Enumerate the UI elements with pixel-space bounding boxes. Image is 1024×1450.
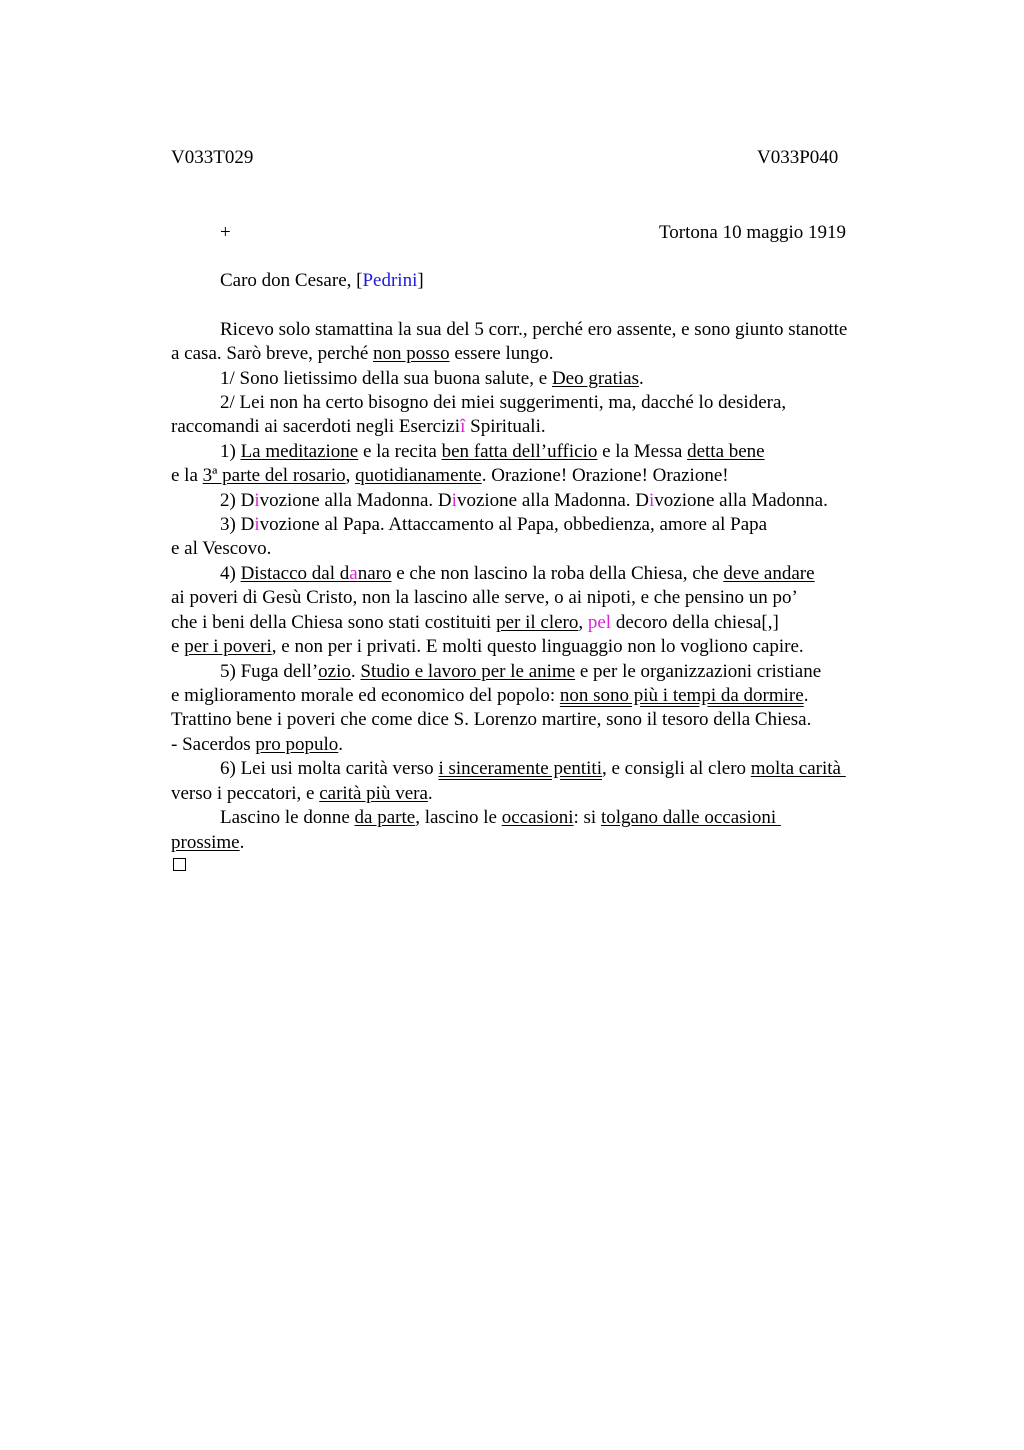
text-run: a casa. Sarò breve, perché bbox=[171, 343, 374, 364]
editor-correction: î bbox=[460, 416, 466, 437]
text-run: e la recita bbox=[358, 441, 442, 462]
text-run: , bbox=[578, 612, 588, 633]
underlined-text: Deo gratias bbox=[551, 368, 639, 389]
body-line bbox=[171, 611, 779, 635]
text-run: . bbox=[239, 832, 245, 853]
editor-correction: a bbox=[349, 563, 358, 584]
text-run: naro bbox=[357, 563, 392, 584]
underlined-text: per il clero bbox=[496, 612, 579, 633]
text-run: vozione al Papa. Attaccamento al Papa, obbedienza, amore al Papa bbox=[259, 514, 768, 535]
text-run: , bbox=[345, 465, 356, 486]
text-run: e che non lascino la roba della Chiesa, che bbox=[391, 563, 724, 584]
text-run: 3) D bbox=[220, 514, 255, 535]
underlined-text bbox=[241, 563, 392, 584]
text-run: 1) bbox=[220, 441, 241, 462]
document-code-left: V033T029 bbox=[171, 147, 254, 168]
end-square-icon bbox=[173, 858, 186, 871]
editor-correction: pel bbox=[587, 612, 612, 633]
body-line: ai poveri di Gesù Cristo, non la lascino alle serve, o ai nipoti, e che pensino un po’ bbox=[171, 587, 798, 608]
point-1-slash bbox=[220, 367, 644, 391]
text-run: 4) bbox=[220, 563, 241, 584]
underlined-text: da parte bbox=[354, 807, 416, 828]
text-run: . bbox=[639, 368, 644, 389]
body-line bbox=[171, 831, 244, 855]
underlined-text: detta bene bbox=[687, 441, 765, 462]
underlined-text: ben fatta dell’ufficio bbox=[441, 441, 598, 462]
text-run: vozione alla Madonna. D bbox=[456, 490, 649, 511]
text-run: e la bbox=[171, 465, 203, 486]
body-line bbox=[171, 464, 729, 488]
text-run: 2) D bbox=[220, 490, 255, 511]
text-run: verso i peccatori, e bbox=[171, 783, 320, 804]
text-run: e bbox=[171, 636, 185, 657]
editor-insert-name: Pedrini bbox=[362, 270, 418, 291]
text-run: Distacco dal d bbox=[240, 563, 350, 584]
underlined-text: 3ª parte del rosario bbox=[202, 465, 346, 486]
underlined-text: ozio bbox=[318, 661, 351, 682]
salutation-text: Caro don Cesare, [ bbox=[220, 270, 363, 291]
text-run: . Orazione! Orazione! Orazione! bbox=[481, 465, 729, 486]
text-run: : si bbox=[573, 807, 601, 828]
underlined-text: prossime bbox=[171, 832, 240, 853]
text-run: 6) Lei usi molta carità verso bbox=[220, 758, 439, 779]
text-run: vozione alla Madonna. bbox=[654, 490, 828, 511]
body-line: Trattino bene i poveri che come dice S. Lorenzo martire, sono il tesoro della Chiesa. bbox=[171, 709, 812, 730]
text-run: decoro della chiesa bbox=[611, 612, 762, 633]
underlined-text: tolgano dalle occasioni bbox=[600, 807, 781, 828]
text-run: Lascino le donne bbox=[220, 807, 355, 828]
text-run: . bbox=[427, 783, 433, 804]
place-date: Tortona 10 maggio 1919 bbox=[659, 222, 847, 243]
closing-paragraph bbox=[220, 806, 781, 830]
body-line bbox=[171, 342, 554, 366]
text-run: , lascino le bbox=[415, 807, 502, 828]
double-underlined-text: non sono più i tempi da dormire bbox=[559, 685, 804, 706]
item-3 bbox=[220, 513, 767, 537]
underlined-text: non posso bbox=[373, 343, 450, 364]
double-underlined-text: i sinceramente pentiti bbox=[438, 758, 602, 779]
text-run: . bbox=[338, 734, 344, 755]
editor-correction: i bbox=[254, 490, 260, 511]
cross-symbol: + bbox=[220, 222, 231, 243]
editor-correction: i bbox=[649, 490, 655, 511]
text-run: Spirituali. bbox=[465, 416, 546, 437]
document-code-right: V033P040 bbox=[757, 147, 839, 168]
body-line: e al Vescovo. bbox=[171, 538, 272, 559]
text-run: e miglioramento morale ed economico del popolo: bbox=[171, 685, 560, 706]
editor-correction: i bbox=[451, 490, 457, 511]
underlined-text: pro populo bbox=[255, 734, 339, 755]
text-run: , e consigli al clero bbox=[602, 758, 751, 779]
salutation-bracket: ] bbox=[417, 270, 424, 291]
underlined-text: molta carità bbox=[750, 758, 846, 779]
text-run: e per le organizzazioni cristiane bbox=[575, 661, 822, 682]
body-line bbox=[171, 684, 808, 708]
text-run: e la Messa bbox=[597, 441, 688, 462]
text-run: vozione alla Madonna. D bbox=[259, 490, 452, 511]
text-run: . bbox=[803, 685, 809, 706]
text-run: , e non per i privati. E molti questo linguaggio non lo vogliono capire. bbox=[271, 636, 804, 657]
item-2 bbox=[220, 489, 828, 513]
text-run: 1/ Sono lietissimo della sua buona salute, e bbox=[220, 368, 552, 389]
text-run: raccomandi ai sacerdoti negli Esercizi bbox=[171, 416, 461, 437]
body-line bbox=[171, 635, 804, 659]
body-line bbox=[171, 782, 433, 806]
item-4 bbox=[220, 562, 815, 586]
item-6 bbox=[220, 757, 846, 781]
underlined-text: per i poveri bbox=[184, 636, 272, 657]
text-run: 5) Fuga dell’ bbox=[220, 661, 319, 682]
body-line bbox=[171, 415, 546, 439]
underlined-text: occasioni bbox=[501, 807, 574, 828]
body-line bbox=[171, 733, 343, 757]
editor-bracket-insert: [,] bbox=[761, 612, 779, 633]
text-run: . bbox=[350, 661, 361, 682]
text-run: - Sacerdos bbox=[171, 734, 256, 755]
underlined-text: La meditazione bbox=[240, 441, 359, 462]
underlined-text: Studio e lavoro per le anime bbox=[360, 661, 576, 682]
text-run: essere lungo. bbox=[449, 343, 554, 364]
text-run: che i beni della Chiesa sono stati costituiti bbox=[171, 612, 497, 633]
point-2-slash: 2/ Lei non ha certo bisogno dei miei suggerimenti, ma, dacché lo desidera, bbox=[220, 392, 787, 413]
underlined-text: deve andare bbox=[723, 563, 815, 584]
item-5 bbox=[220, 660, 821, 684]
body-line: Ricevo solo stamattina la sua del 5 corr., perché ero assente, e sono giunto stanotte bbox=[220, 319, 848, 340]
editor-correction: i bbox=[254, 514, 260, 535]
underlined-text: carità più vera bbox=[319, 783, 428, 804]
underlined-text: quotidianamente bbox=[355, 465, 482, 486]
item-1 bbox=[220, 440, 765, 464]
salutation bbox=[220, 270, 424, 292]
